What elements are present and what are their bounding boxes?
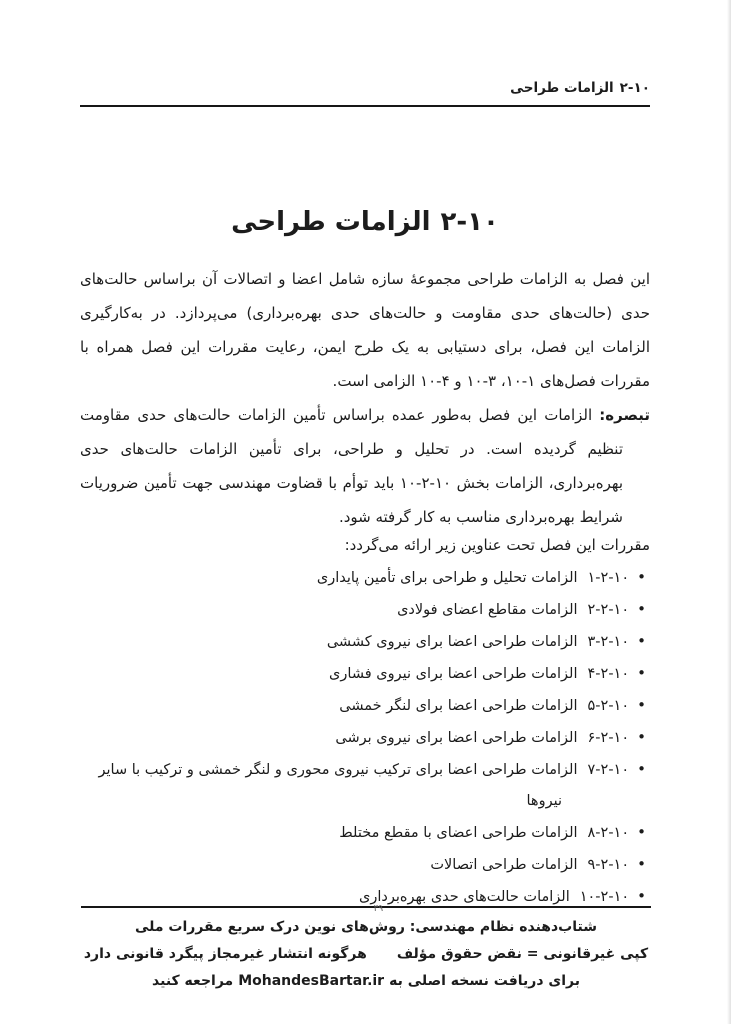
toc-item-number: ۹-۲-۱۰ [587, 857, 630, 873]
bullet-icon: • [637, 568, 646, 586]
toc-item [80, 658, 646, 690]
toc-item-label: الزامات مقاطع اعضای فولادی [397, 602, 578, 618]
toc-item-number: ۶-۲-۱۰ [587, 730, 630, 746]
toc-item-label: الزامات طراحی اتصالات [430, 857, 578, 873]
header-rule [80, 105, 650, 107]
page-header [80, 78, 650, 98]
bullet-icon: • [637, 887, 646, 905]
toc-item-label: الزامات طراحی اعضا برای نیروی برشی [335, 730, 578, 746]
toc-item-label: الزامات طراحی اعضا برای نیروی کششی [326, 634, 578, 650]
page-number-artifact: ۳۹ [373, 904, 384, 914]
footer-cta-after: مراجعه کنید [152, 973, 234, 989]
toc-item-number: ۳-۲-۱۰ [587, 634, 630, 650]
toc-item-number: ۲-۲-۱۰ [587, 602, 630, 618]
footer-line-3 [81, 968, 651, 995]
page-title [80, 202, 650, 242]
title-text: الزامات طراحی [231, 207, 431, 237]
toc-list [80, 562, 646, 913]
toc-item [80, 594, 646, 626]
bullet-icon: • [637, 728, 646, 746]
page-footer [81, 906, 651, 995]
note-label: تبصره: [599, 406, 650, 424]
footer-slogan-left: هرگونه انتشار غیرمجاز پیگرد قانونی دارد [83, 946, 367, 962]
toc-item [80, 690, 646, 722]
toc-item-number: ۱-۲-۱۰ [587, 570, 630, 586]
toc-item [80, 754, 646, 817]
footer-site-name: MohandesBartar.ir [238, 973, 385, 989]
footer-cta-before: برای دریافت نسخه اصلی به [389, 973, 580, 989]
toc-item-label: الزامات طراحی اعضا برای لنگر خمشی [339, 698, 578, 714]
toc-item [80, 626, 646, 658]
footer-rule [81, 906, 651, 908]
footer-line-2 [81, 941, 651, 968]
toc-item-number: ۱۰-۲-۱۰ [579, 889, 630, 905]
toc-item-number: ۴-۲-۱۰ [587, 666, 630, 682]
header-title: الزامات طراحی [510, 80, 614, 96]
bullet-icon: • [637, 855, 646, 873]
list-intro: مقررات این فصل تحت عناوین زیر ارائه می‌گردد: [344, 536, 650, 554]
toc-item [80, 849, 646, 881]
footer-slogan-right: کپی غیرقانونی = نقض حقوق مؤلف [396, 946, 649, 962]
header-section-number: ۲-۱۰ [619, 80, 650, 96]
toc-item-label: الزامات تحلیل و طراحی برای تأمین پایداری [316, 570, 578, 586]
bullet-icon: • [637, 664, 646, 682]
footer-line-1 [81, 904, 651, 941]
footer-slogan-main: شتاب‌دهنده نظام مهندسی: روش‌های نوین درک سریع مقررات ملی [135, 919, 597, 935]
bullet-icon: • [637, 823, 646, 841]
bullet-icon: • [637, 760, 646, 778]
bullet-icon: • [637, 696, 646, 714]
toc-item-label: الزامات طراحی اعضا برای ترکیب نیروی محوری و لنگر خمشی و ترکیب با سایر نیروها [98, 762, 578, 809]
toc-item [80, 817, 646, 849]
toc-item-number: ۷-۲-۱۰ [587, 762, 630, 778]
title-section-number: ۲-۱۰ [440, 207, 499, 237]
toc-item-label: الزامات حالت‌های حدی بهره‌برداری [359, 889, 570, 905]
note-paragraph [80, 398, 650, 534]
toc-item [80, 722, 646, 754]
intro-paragraph: این فصل به الزامات طراحی مجموعهٔ سازه شامل اعضا و اتصالات آن براساس حالت‌های حدی (حالت‌های حدی مقاومت و حالت‌های حدی بهره‌برداری) می‌پردازد. در به‌کارگیری الزامات این فصل، برای دستیابی به یک طرح ایمن، رعایت مقررات این فصل همراه با مقررات فصل‌های ۱-۱۰، ۳-۱۰ و ۴-۱۰ الزامی است. [80, 270, 650, 390]
toc-item-label: الزامات طراحی اعضا برای نیروی فشاری [329, 666, 578, 682]
note-body: الزامات این فصل به‌طور عمده براساس تأمین الزامات حالت‌های حدی مقاومت تنظیم گردیده است. در تحلیل و طراحی، برای تأمین الزامات حالت‌های حدی بهره‌برداری، الزامات بخش ۱۰-۲-۱۰ باید توأم با قضاوت مهندسی جهت تأمین ضروریات شرایط بهره‌برداری مناسب به کار گرفته شود. [80, 406, 623, 526]
bullet-icon: • [637, 632, 646, 650]
toc-item-number: ۵-۲-۱۰ [587, 698, 630, 714]
toc-item-number: ۸-۲-۱۰ [587, 825, 630, 841]
bullet-icon: • [637, 600, 646, 618]
toc-item-label: الزامات طراحی اعضای با مقطع مختلط [339, 825, 578, 841]
toc-item [80, 562, 646, 594]
